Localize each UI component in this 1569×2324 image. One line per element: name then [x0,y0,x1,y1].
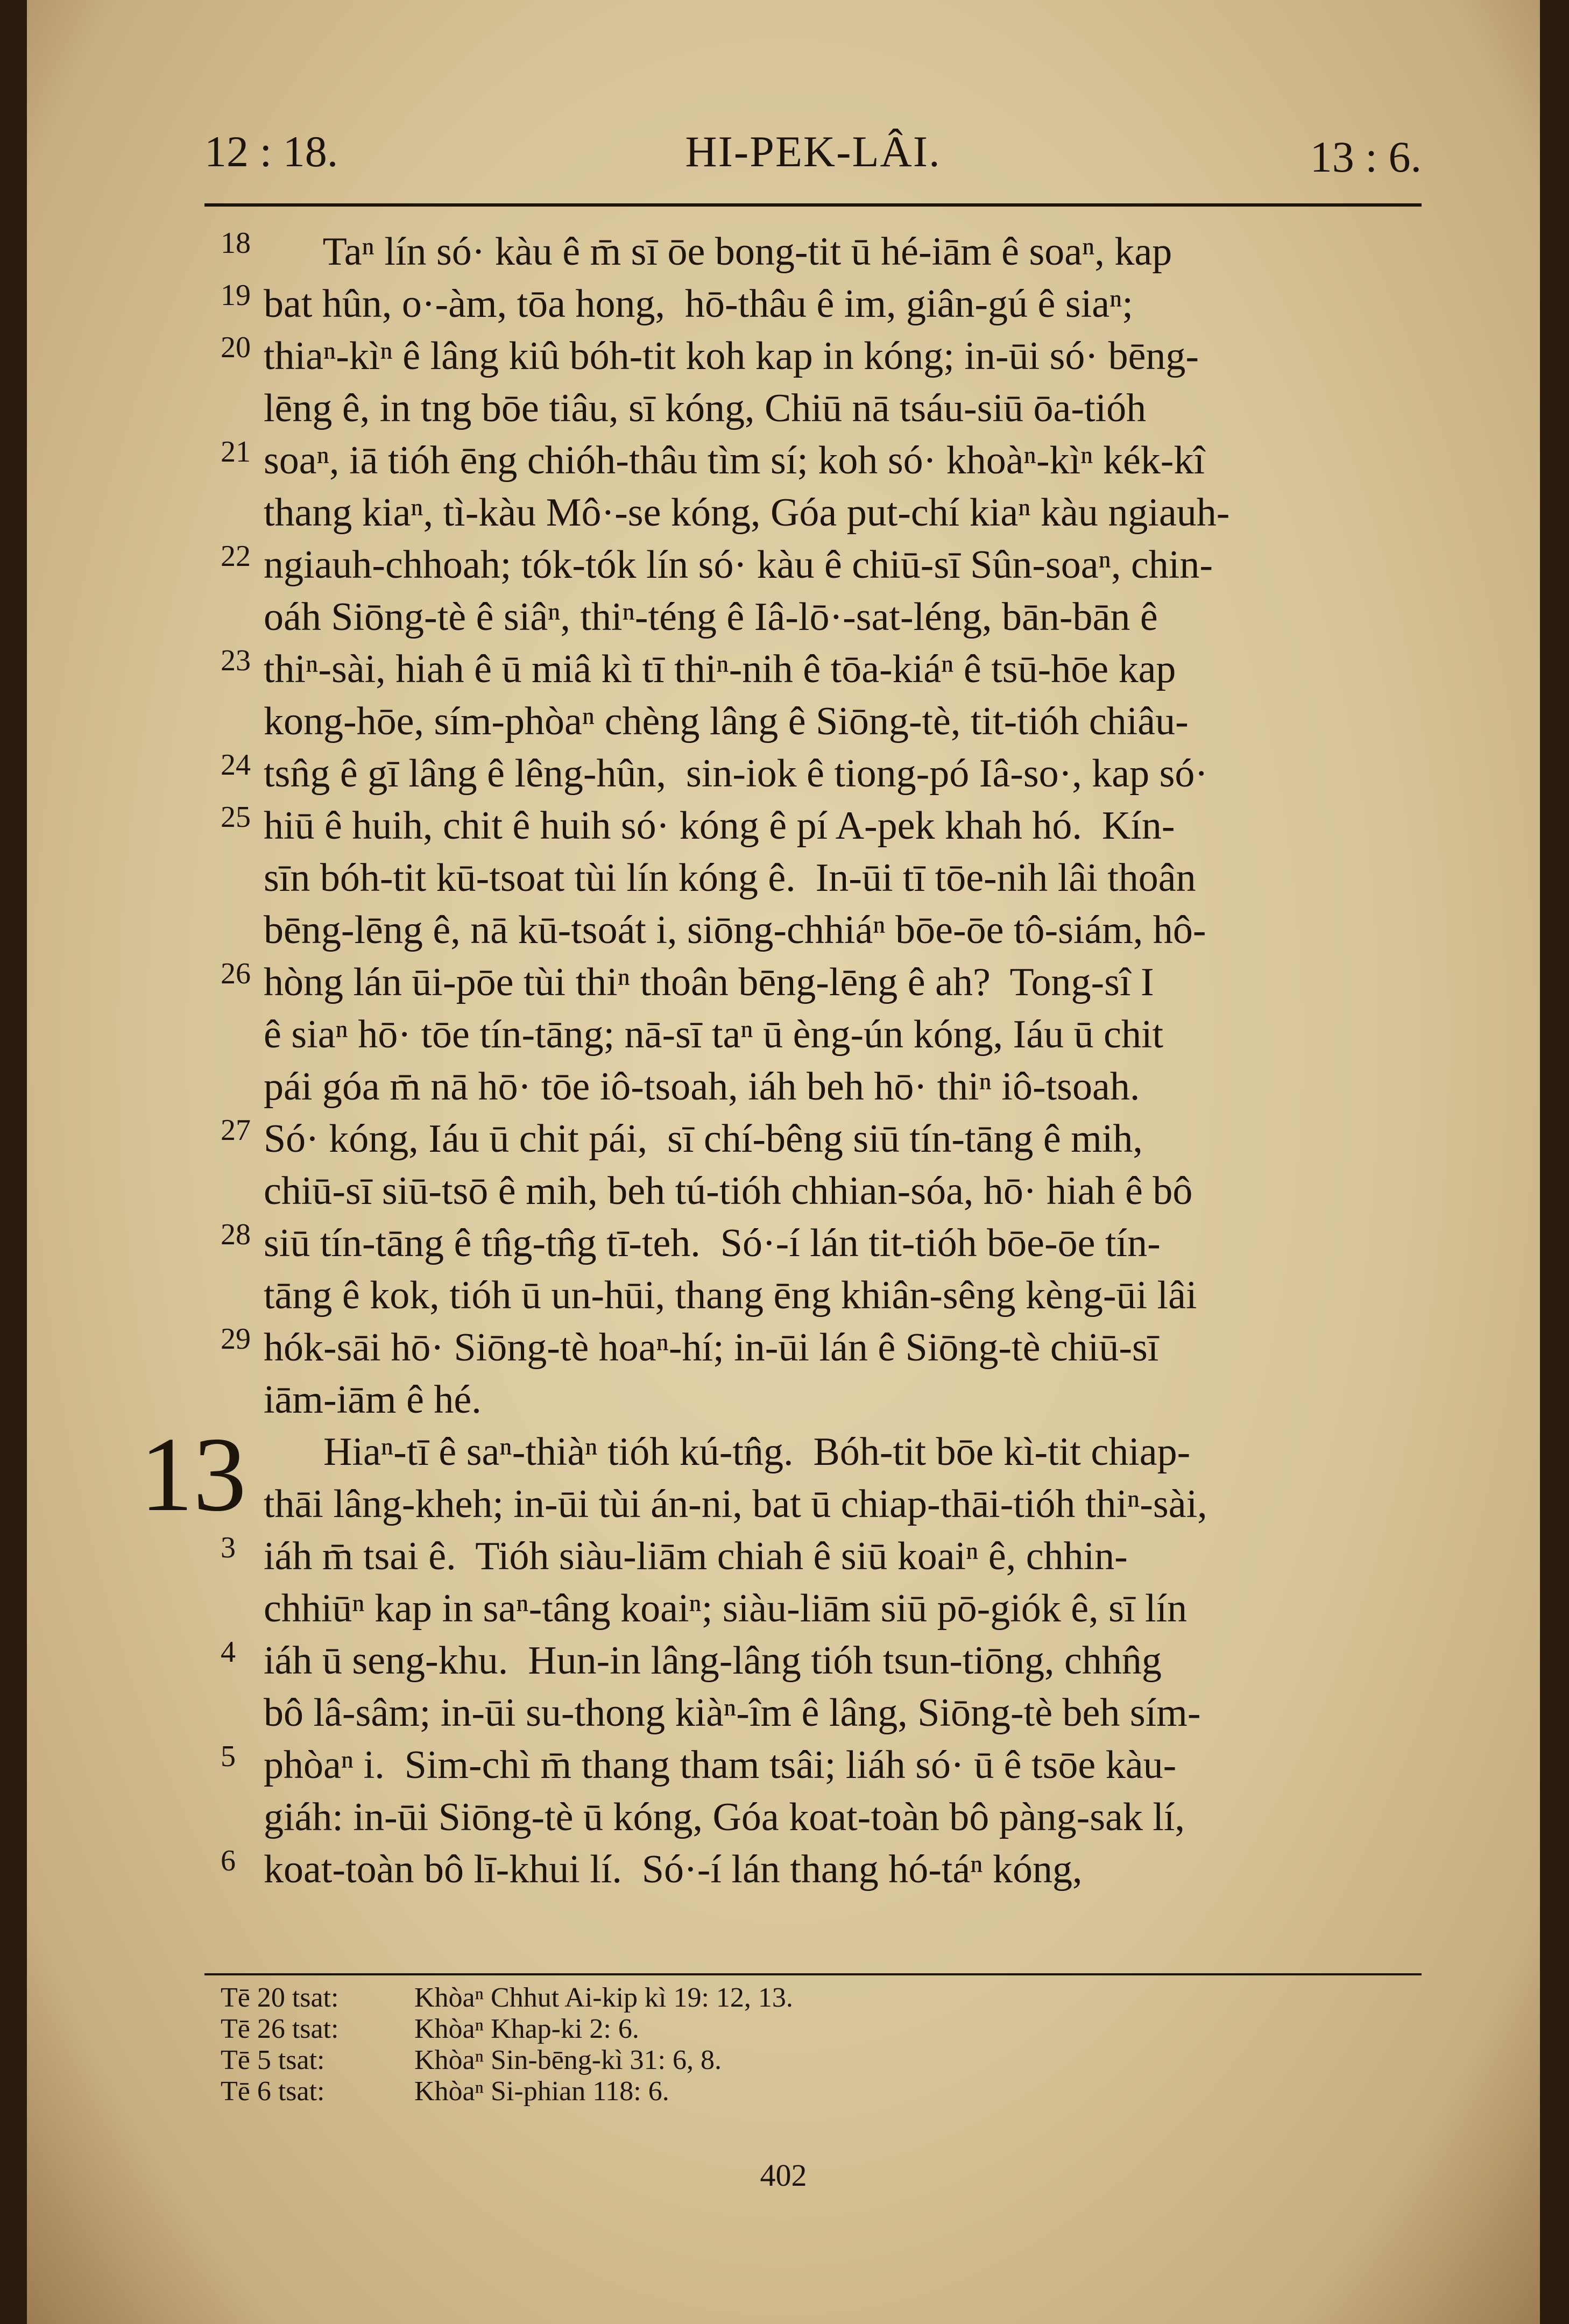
text-line [140,696,1422,748]
line-text: Só· kóng, Iáu ū chit pái, sī chí-bêng siū tín-tāng ê mih, [264,1117,1143,1161]
line-text: siū tín-tāng ê tn̂g-tn̂g tī-teh. Só·-í lán tit-tióh bōe-ōe tín- [264,1221,1161,1265]
text-line [140,904,1422,956]
text-line [140,1531,1422,1583]
verse-number: 4 [221,1635,236,1669]
text-line [140,1844,1422,1896]
line-text: chhiūⁿ kap in saⁿ-tâng koaiⁿ; siàu-liām siū pō-giók ê, sī lín [264,1586,1188,1631]
text-line [140,435,1422,487]
line-text: thiaⁿ-kìⁿ ê lâng kiû bóh-tit koh kap in kóng; in-ūi só· bēng- [264,334,1199,378]
header-left-reference: 12 : 18. [204,127,338,176]
footnote-label: Tē 20 tsat: [221,1982,339,2013]
line-text: sīn bóh-tit kū-tsoat tùi lín kóng ê. In-ūi tī tōe-nih lâi thoân [264,856,1196,900]
line-text: phòaⁿ i. Sim-chì m̄ thang tham tsâi; liáh só· ū ê tsōe kàu- [264,1743,1177,1787]
line-text: giáh: in-ūi Siōng-tè ū kóng, Góa koat-toàn bô pàng-sak lí, [264,1795,1185,1839]
text-line [140,643,1422,696]
verse-number: 3 [221,1531,236,1564]
line-text: ê siaⁿ hō· tōe tín-tāng; nā-sī taⁿ ū èng-ún kóng, Iáu ū chit [264,1012,1164,1057]
footnote-label: Tē 6 tsat: [221,2076,325,2107]
text-line [140,800,1422,852]
header-rule [204,203,1422,207]
line-text: iáh ū seng-khu. Hun-in lâng-lâng tióh tsun-tiōng, chhn̂g [264,1639,1162,1683]
verse-number: 25 [221,800,251,834]
footnote [221,2014,1189,2045]
line-text: hiū ê huih, chit ê huih só· kóng ê pí A-pek khah hó. Kín- [264,804,1175,848]
verse-number: 26 [221,957,251,990]
verse-number: 18 [221,226,251,260]
line-text: iáh m̄ tsai ê. Tióh siàu-liām chiah ê siū koaiⁿ ê, chhin- [264,1534,1128,1578]
text-line [140,1009,1422,1061]
text-line [140,278,1422,330]
text-line [140,956,1422,1009]
verse-number: 6 [221,1844,236,1877]
footnote-reference: Khòaⁿ Sin-bēng-kì 31: 6, 8. [414,2045,722,2075]
line-text: tāng ê kok, tióh ū un-hūi, thang ēng khiân-sêng kèng-ūi lâi [264,1273,1197,1317]
text-line [140,1478,1422,1531]
running-header [204,126,1422,191]
line-text: thiⁿ-sài, hiah ê ū miâ kì tī thiⁿ-nih ê tōa-kiáⁿ ê tsū-hōe kap [264,647,1176,691]
line-text: bēng-lēng ê, nā kū-tsoát i, siōng-chhiáⁿ bōe-ōe tô-siám, hô- [264,908,1206,952]
text-line [140,1583,1422,1635]
footnote [221,2076,1189,2107]
text-line [140,1687,1422,1739]
text-line [140,748,1422,800]
text-line [140,226,1422,278]
text-line [140,487,1422,539]
line-text: iām-iām ê hé. [264,1378,482,1422]
chapter-number: 13 [140,1415,246,1533]
text-line [140,852,1422,904]
footnote-reference: Khòaⁿ Chhut Ai-kip kì 19: 12, 13. [414,1982,793,2013]
line-text: lēng ê, in tng bōe tiâu, sī kóng, Chiū nā tsáu-siū ōa-tióh [264,386,1147,430]
line-text: tsn̂g ê gī lâng ê lêng-hûn, sin-iok ê tiong-pó Iâ-so·, kap só· [264,752,1208,796]
line-text: Hiaⁿ-tī ê saⁿ-thiàⁿ tióh kú-tn̂g. Bóh-tit bōe kì-tit chiap- [264,1430,1191,1474]
text-line [140,1635,1422,1687]
line-text: hók-sāi hō· Siōng-tè hoaⁿ-hí; in-ūi lán ê Siōng-tè chiū-sī [264,1326,1159,1370]
text-line [140,382,1422,435]
line-text: ngiauh-chhoah; tók-tók lín só· kàu ê chiū-sī Sûn-soaⁿ, chin- [264,543,1213,587]
verse-number: 24 [221,748,251,782]
line-text: bat hûn, o·-àm, tōa hong, hō-thâu ê im, giân-gú ê siaⁿ; [264,282,1133,326]
line-text: Taⁿ lín só· kàu ê m̄ sī ōe bong-tit ū hé-iām ê soaⁿ, kap [264,230,1172,274]
text-line [140,1165,1422,1217]
footnotes [221,1982,1189,2107]
body-text [140,226,1422,1896]
footnote [221,2045,1189,2076]
verse-number: 22 [221,540,251,573]
line-text: chiū-sī siū-tsō ê mih, beh tú-tióh chhian-sóa, hō· hiah ê bô [264,1169,1193,1213]
verse-number: 19 [221,279,251,312]
text-line [140,330,1422,382]
page-number: 402 [760,2158,807,2193]
text-line [140,1739,1422,1791]
verse-number: 5 [221,1740,236,1773]
text-line [140,1113,1422,1165]
text-line [140,1061,1422,1113]
text-line [140,1791,1422,1844]
line-text: oáh Siōng-tè ê siâⁿ, thiⁿ-téng ê Iâ-lō·-sat-léng, bān-bān ê [264,595,1158,639]
text-line [140,1217,1422,1270]
book-page [27,0,1540,2324]
line-text: thāi lâng-kheh; in-ūi tùi án-ni, bat ū chiap-thāi-tióh thiⁿ-sài, [264,1482,1207,1526]
line-text: pái góa m̄ nā hō· tōe iô-tsoah, iáh beh hō· thiⁿ iô-tsoah. [264,1065,1140,1109]
verse-number: 28 [221,1218,251,1251]
text-line [140,1322,1422,1374]
verse-number: 21 [221,435,251,469]
line-text: bô lâ-sâm; in-ūi su-thong kiàⁿ-îm ê lâng, Siōng-tè beh sím- [264,1691,1201,1735]
verse-number: 27 [221,1114,251,1147]
verse-number: 29 [221,1322,251,1356]
header-right-reference: 13 : 6. [1310,132,1422,181]
footnote-label: Tē 26 tsat: [221,2014,339,2044]
line-text: hòng lán ūi-pōe tùi thiⁿ thoân bēng-lēng ê ah? Tong-sî I [264,960,1154,1004]
verse-number: 23 [221,644,251,677]
line-text: thang kiaⁿ, tì-kàu Mô·-se kóng, Góa put-chí kiaⁿ kàu ngiauh- [264,491,1230,535]
text-line [140,591,1422,643]
line-text: koat-toàn bô lī-khui lí. Só·-í lán thang hó-táⁿ kóng, [264,1847,1083,1891]
footnote-rule [204,1973,1422,1975]
footnote-reference: Khòaⁿ Si-phian 118: 6. [414,2076,669,2107]
text-line [140,1374,1422,1426]
text-line [140,1270,1422,1322]
text-line [140,1426,1422,1478]
footnote-reference: Khòaⁿ Khap-ki 2: 6. [414,2014,639,2044]
footnote [221,1982,1189,2014]
header-title: HI-PEK-LÂI. [685,127,941,176]
line-text: soaⁿ, iā tióh ēng chióh-thâu tìm sí; koh só· khoàⁿ-kìⁿ kék-kî [264,438,1205,483]
text-line [140,539,1422,591]
line-text: kong-hōe, sím-phòaⁿ chèng lâng ê Siōng-tè, tit-tióh chiâu- [264,699,1189,743]
verse-number: 20 [221,331,251,364]
footnote-label: Tē 5 tsat: [221,2045,325,2075]
